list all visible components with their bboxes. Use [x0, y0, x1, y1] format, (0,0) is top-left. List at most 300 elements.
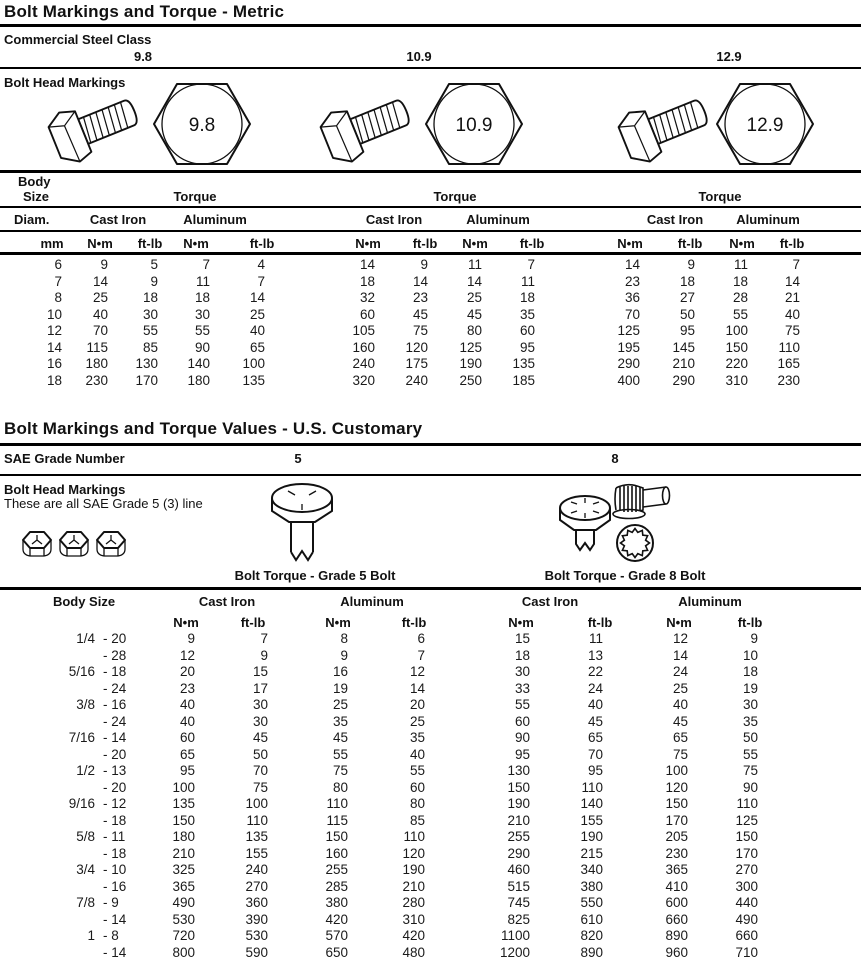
bolt-head-markings-label: Bolt Head Markings: [4, 482, 126, 497]
diameter-cell: 10: [46, 306, 62, 322]
torque-value-cell: 340: [580, 862, 603, 877]
steel-class-value: 12.9: [716, 49, 742, 64]
torque-value-cell: 230: [665, 845, 688, 861]
torque-value-cell: 45: [332, 730, 348, 745]
torque-value-cell: 230: [85, 372, 108, 388]
torque-value-cell: 600: [665, 895, 688, 910]
torque-value-cell: 20: [409, 697, 425, 712]
thread-count-cell: - 12: [103, 796, 127, 811]
torque-value-cell: 310: [402, 911, 425, 927]
torque-value-cell: 19: [332, 680, 348, 696]
torque-value-cell: 270: [735, 862, 758, 877]
torque-value-cell: 155: [580, 812, 603, 828]
diameter-cell: 18: [46, 372, 62, 388]
torque-value-cell: 50: [742, 730, 758, 745]
torque-value-cell: 280: [402, 895, 425, 910]
torque-value-cell: 1200: [499, 944, 530, 960]
torque-value-cell: 14: [466, 273, 482, 289]
bolt-torque-group-title: Bolt Torque - Grade 5 Bolt: [234, 568, 396, 583]
hex-bolt-iso-illustration: [314, 90, 414, 166]
metric-table-row: [0, 323, 800, 340]
torque-value-cell: 25: [409, 713, 425, 729]
torque-value-cell: 165: [777, 356, 800, 371]
torque-value-cell: 70: [92, 323, 108, 338]
torque-value-cell: 65: [672, 730, 688, 745]
ftlb-header: ft-lb: [401, 615, 427, 630]
torque-value-cell: 160: [352, 339, 375, 355]
torque-value-cell: 660: [665, 911, 688, 927]
torque-value-cell: 40: [672, 697, 688, 712]
torque-value-cell: 25: [466, 290, 482, 305]
torque-value-cell: 23: [624, 273, 640, 289]
torque-value-cell: 240: [405, 372, 428, 388]
nm-header: N•m: [355, 236, 381, 251]
diam-header: Diam.: [14, 212, 50, 227]
torque-value-cell: 570: [325, 928, 348, 943]
torque-value-cell: 890: [580, 944, 603, 960]
sae-grade-number-label: SAE Grade Number: [4, 451, 125, 466]
torque-value-cell: 9: [750, 631, 758, 646]
torque-value-cell: 135: [512, 356, 535, 371]
torque-value-cell: 710: [735, 944, 758, 960]
nm-header: N•m: [87, 236, 113, 251]
torque-value-cell: 410: [665, 878, 688, 894]
us-table-row: [0, 796, 758, 813]
torque-value-cell: 125: [459, 339, 482, 355]
torque-value-cell: 550: [580, 895, 603, 910]
torque-value-cell: 745: [507, 895, 530, 910]
torque-value-cell: 18: [519, 290, 535, 305]
us-table-row: [0, 747, 758, 764]
torque-value-cell: 590: [245, 944, 268, 960]
torque-value-cell: 15: [514, 631, 530, 646]
torque-value-cell: 7: [260, 631, 268, 646]
us-table-row: [0, 945, 758, 962]
torque-value-cell: 75: [412, 323, 428, 338]
torque-value-cell: 290: [617, 356, 640, 371]
metric-table-row: [0, 274, 800, 291]
ftlb-header: ft-lb: [737, 615, 763, 630]
torque-value-cell: 60: [519, 323, 535, 338]
torque-value-cell: 70: [624, 306, 640, 322]
torque-value-cell: 170: [735, 845, 758, 861]
torque-value-cell: 135: [245, 829, 268, 844]
torque-value-cell: 190: [402, 862, 425, 877]
body-size-fraction-cell: [0, 846, 95, 863]
us-table-row: [0, 664, 758, 681]
torque-value-cell: 215: [580, 845, 603, 861]
steel-class-value: 9.8: [133, 49, 153, 64]
torque-value-cell: 25: [672, 680, 688, 696]
divider: [0, 587, 861, 590]
nm-header: N•m: [183, 236, 209, 251]
aluminum-header: Aluminum: [736, 212, 800, 227]
torque-value-cell: 660: [735, 928, 758, 943]
torque-value-cell: 270: [245, 878, 268, 894]
torque-value-cell: 11: [467, 257, 482, 272]
torque-value-cell: 55: [142, 323, 158, 338]
torque-value-cell: 45: [466, 306, 482, 322]
torque-value-cell: 35: [742, 713, 758, 729]
torque-value-cell: 50: [252, 746, 268, 762]
torque-value-cell: 55: [194, 323, 210, 338]
thread-count-cell: - 16: [103, 878, 127, 894]
us-section-title: Bolt Markings and Torque Values - U.S. Customary: [4, 419, 423, 438]
torque-value-cell: 45: [252, 730, 268, 745]
torque-value-cell: 75: [784, 323, 800, 338]
diameter-cell: 8: [54, 290, 62, 305]
torque-value-cell: 180: [172, 829, 195, 844]
torque-value-cell: 210: [402, 878, 425, 894]
torque-value-cell: 15: [252, 664, 268, 679]
divider: [0, 24, 861, 27]
torque-value-cell: 150: [725, 339, 748, 355]
torque-value-cell: 55: [332, 746, 348, 762]
thread-count-cell: - 8: [103, 928, 119, 943]
torque-value-cell: 100: [725, 323, 748, 338]
torque-value-cell: 440: [735, 895, 758, 910]
aluminum-header: Aluminum: [340, 594, 404, 609]
torque-header: Torque: [173, 189, 217, 204]
torque-value-cell: 120: [405, 339, 428, 355]
body-size-fraction-cell: 7/16: [68, 730, 95, 745]
torque-value-cell: 18: [742, 664, 758, 679]
torque-value-cell: 40: [179, 697, 195, 712]
torque-value-cell: 65: [249, 339, 265, 355]
us-table-body: [0, 631, 758, 961]
torque-value-cell: 255: [507, 829, 530, 844]
torque-value-cell: 290: [672, 372, 695, 388]
body-size-fraction-cell: 5/8: [76, 829, 95, 844]
torque-value-cell: 195: [617, 339, 640, 355]
metric-table-row: [0, 356, 800, 373]
torque-value-cell: 36: [624, 290, 640, 305]
torque-value-cell: 60: [514, 713, 530, 729]
torque-value-cell: 14: [412, 273, 428, 289]
torque-value-cell: 65: [179, 746, 195, 762]
torque-header: Torque: [698, 189, 742, 204]
nm-header: N•m: [462, 236, 488, 251]
torque-value-cell: 100: [172, 779, 195, 795]
torque-value-cell: 55: [732, 306, 748, 322]
body-size-fraction-cell: 3/8: [76, 697, 95, 712]
torque-value-cell: 95: [514, 746, 530, 762]
torque-value-cell: 250: [459, 372, 482, 388]
us-table-row: [0, 813, 758, 830]
torque-value-cell: 55: [742, 746, 758, 762]
torque-value-cell: 40: [249, 323, 265, 338]
torque-value-cell: 135: [242, 372, 265, 388]
torque-value-cell: 110: [581, 779, 603, 795]
cast-iron-header: Cast Iron: [646, 212, 704, 227]
torque-value-cell: 55: [514, 697, 530, 712]
body-size-fraction-cell: 1/2: [76, 763, 95, 778]
torque-value-cell: 65: [587, 730, 603, 745]
torque-value-cell: 18: [194, 290, 210, 305]
thread-count-cell: - 14: [103, 730, 127, 745]
nm-header: N•m: [666, 615, 692, 630]
torque-value-cell: 7: [202, 257, 210, 272]
torque-value-cell: 14: [672, 647, 688, 663]
torque-value-cell: 24: [587, 680, 603, 696]
ftlb-header: ft-lb: [249, 236, 275, 251]
body-size-fraction-cell: [0, 912, 95, 929]
torque-value-cell: 27: [679, 290, 695, 305]
torque-value-cell: 210: [172, 845, 195, 861]
us-table-row: [0, 862, 758, 879]
us-table-row: [0, 631, 758, 648]
bolt-head-class-value: 10.9: [455, 115, 493, 136]
divider: [0, 252, 861, 255]
torque-value-cell: 40: [92, 306, 108, 322]
torque-value-cell: 290: [507, 845, 530, 861]
torque-value-cell: 110: [246, 812, 268, 828]
body-size-fraction-cell: 7/8: [76, 895, 95, 910]
torque-value-cell: 8: [340, 631, 348, 646]
torque-value-cell: 170: [135, 372, 158, 388]
bolt-torque-group-title: Bolt Torque - Grade 8 Bolt: [544, 568, 706, 583]
torque-value-cell: 380: [325, 895, 348, 910]
thread-count-cell: - 24: [103, 713, 127, 729]
torque-value-cell: 25: [332, 697, 348, 712]
torque-value-cell: 30: [514, 664, 530, 679]
aluminum-header: Aluminum: [678, 594, 742, 609]
torque-value-cell: 55: [409, 763, 425, 778]
thread-count-cell: - 18: [103, 812, 127, 828]
torque-value-cell: 28: [732, 290, 748, 305]
torque-value-cell: 515: [507, 878, 530, 894]
torque-value-cell: 18: [142, 290, 158, 305]
torque-value-cell: 4: [257, 257, 265, 272]
torque-value-cell: 9: [100, 257, 108, 272]
torque-value-cell: 45: [412, 306, 428, 322]
thread-count-cell: - 9: [103, 895, 119, 910]
us-table-row: [0, 879, 758, 896]
torque-value-cell: 60: [359, 306, 375, 322]
torque-value-cell: 255: [325, 862, 348, 877]
diameter-cell: 12: [46, 323, 62, 338]
commercial-steel-class-label: Commercial Steel Class: [4, 32, 152, 47]
bolt-head-class-value: 9.8: [188, 115, 216, 136]
us-table-row: [0, 714, 758, 731]
torque-value-cell: 50: [679, 306, 695, 322]
body-size-fraction-cell: [0, 714, 95, 731]
torque-header: Torque: [433, 189, 477, 204]
torque-value-cell: 205: [665, 829, 688, 844]
torque-value-cell: 60: [179, 730, 195, 745]
torque-value-cell: 11: [195, 273, 210, 289]
thread-count-cell: - 20: [103, 631, 127, 646]
torque-value-cell: 18: [679, 273, 695, 289]
torque-value-cell: 10: [742, 647, 758, 663]
torque-value-cell: 145: [672, 339, 695, 355]
torque-value-cell: 420: [402, 928, 425, 943]
body-size-fraction-cell: [0, 648, 95, 665]
torque-value-cell: 380: [580, 878, 603, 894]
us-table-row: [0, 697, 758, 714]
torque-value-cell: 150: [507, 779, 530, 795]
us-table-row: [0, 895, 758, 912]
thread-count-cell: - 18: [103, 664, 127, 679]
torque-value-cell: 125: [617, 323, 640, 338]
torque-value-cell: 6: [417, 631, 425, 646]
torque-value-cell: 9: [687, 257, 695, 272]
torque-value-cell: 825: [507, 911, 530, 927]
diameter-cell: 7: [54, 273, 62, 289]
torque-value-cell: 14: [784, 273, 800, 289]
body-size-header-line2: Size: [23, 189, 50, 204]
torque-value-cell: 90: [194, 339, 210, 355]
torque-value-cell: 7: [527, 257, 535, 272]
ftlb-header: ft-lb: [137, 236, 163, 251]
divider: [0, 443, 861, 446]
bolt-head-class-12-9-illustration: [714, 80, 816, 168]
sae-grade-value: 5: [294, 451, 302, 466]
torque-value-cell: 9: [420, 257, 428, 272]
mm-header: mm: [40, 236, 64, 251]
steel-class-value: 10.9: [406, 49, 432, 64]
torque-value-cell: 120: [402, 845, 425, 861]
torque-value-cell: 190: [459, 356, 482, 371]
aluminum-header: Aluminum: [183, 212, 247, 227]
torque-value-cell: 11: [520, 273, 535, 289]
torque-value-cell: 75: [332, 763, 348, 778]
torque-value-cell: 95: [587, 763, 603, 778]
body-size-fraction-cell: 1: [87, 928, 95, 943]
torque-value-cell: 365: [665, 862, 688, 877]
torque-value-cell: 160: [325, 845, 348, 861]
torque-value-cell: 85: [409, 812, 425, 828]
aluminum-header: Aluminum: [466, 212, 530, 227]
torque-value-cell: 125: [735, 812, 758, 828]
torque-value-cell: 80: [332, 779, 348, 795]
us-table-row: [0, 780, 758, 797]
body-size-fraction-cell: 9/16: [68, 796, 95, 811]
torque-value-cell: 800: [172, 944, 195, 960]
torque-value-cell: 25: [249, 306, 265, 322]
body-size-fraction-cell: [0, 747, 95, 764]
body-size-header-line1: Body: [18, 174, 51, 189]
torque-value-cell: 85: [142, 339, 158, 355]
torque-value-cell: 240: [352, 356, 375, 371]
cast-iron-header: Cast Iron: [89, 212, 147, 227]
torque-value-cell: 140: [580, 796, 603, 811]
torque-value-cell: 70: [252, 763, 268, 778]
torque-value-cell: 170: [665, 812, 688, 828]
torque-value-cell: 360: [245, 895, 268, 910]
torque-value-cell: 9: [187, 631, 195, 646]
torque-value-cell: 480: [402, 944, 425, 960]
body-size-fraction-cell: [0, 879, 95, 896]
divider: [0, 230, 861, 232]
torque-value-cell: 155: [245, 845, 268, 861]
torque-value-cell: 530: [172, 911, 195, 927]
torque-value-cell: 75: [672, 746, 688, 762]
torque-value-cell: 18: [359, 273, 375, 289]
torque-value-cell: 9: [260, 647, 268, 663]
torque-value-cell: 9: [340, 647, 348, 663]
us-table-row: [0, 763, 758, 780]
torque-value-cell: 14: [409, 680, 425, 696]
torque-value-cell: 110: [403, 829, 425, 844]
hex-bolt-iso-illustration: [42, 90, 142, 166]
torque-value-cell: 13: [587, 647, 603, 663]
torque-value-cell: 40: [587, 697, 603, 712]
divider: [0, 67, 861, 69]
metric-table-row: [0, 340, 800, 357]
torque-value-cell: 105: [352, 323, 375, 338]
torque-value-cell: 320: [352, 372, 375, 388]
metric-table-body: [0, 257, 800, 389]
torque-value-cell: 7: [792, 257, 800, 272]
us-table-row: [0, 648, 758, 665]
grade8-bolt-illustration: [552, 478, 672, 576]
torque-value-cell: 11: [733, 257, 748, 272]
torque-value-cell: 140: [187, 356, 210, 371]
cast-iron-header: Cast Iron: [198, 594, 256, 609]
torque-value-cell: 5: [150, 257, 158, 272]
torque-value-cell: 95: [179, 763, 195, 778]
body-size-fraction-cell: 5/16: [68, 664, 95, 679]
torque-value-cell: 285: [325, 878, 348, 894]
torque-value-cell: 80: [466, 323, 482, 338]
torque-value-cell: 30: [252, 697, 268, 712]
us-table-row: [0, 730, 758, 747]
torque-value-cell: 11: [588, 631, 603, 646]
metric-table-row: [0, 290, 800, 307]
torque-value-cell: 300: [735, 878, 758, 894]
torque-value-cell: 14: [92, 273, 108, 289]
bolt-head-class-value: 12.9: [746, 115, 784, 136]
nm-header: N•m: [508, 615, 534, 630]
torque-value-cell: 720: [172, 928, 195, 943]
torque-value-cell: 190: [580, 829, 603, 844]
torque-value-cell: 35: [332, 713, 348, 729]
torque-value-cell: 30: [252, 713, 268, 729]
grade5-bolt-illustration: [262, 480, 342, 565]
thread-count-cell: - 24: [103, 680, 127, 696]
thread-count-cell: - 16: [103, 697, 127, 712]
twelve-point-socket-shape: [621, 529, 650, 558]
body-size-fraction-cell: [0, 681, 95, 698]
torque-value-cell: 110: [778, 339, 800, 355]
torque-value-cell: 490: [172, 895, 195, 910]
torque-value-cell: 115: [86, 339, 108, 355]
hex-bolt-iso-illustration: [612, 90, 712, 166]
torque-value-cell: 460: [507, 862, 530, 877]
torque-value-cell: 12: [672, 631, 688, 646]
torque-value-cell: 390: [245, 911, 268, 927]
torque-value-cell: 110: [326, 796, 348, 811]
torque-value-cell: 20: [179, 664, 195, 679]
torque-value-cell: 40: [409, 746, 425, 762]
grade5-hex-heads-illustration: [20, 520, 128, 570]
torque-value-cell: 22: [587, 664, 603, 679]
metric-table-row: [0, 307, 800, 324]
torque-value-cell: 30: [194, 306, 210, 322]
torque-value-cell: 23: [412, 290, 428, 305]
torque-value-cell: 150: [172, 812, 195, 828]
torque-value-cell: 820: [580, 928, 603, 943]
thread-count-cell: - 18: [103, 845, 127, 861]
torque-value-cell: 80: [409, 796, 425, 811]
torque-value-cell: 100: [245, 796, 268, 811]
torque-value-cell: 24: [672, 664, 688, 679]
bolt-head-markings-label: Bolt Head Markings: [4, 75, 126, 90]
torque-value-cell: 35: [519, 306, 535, 322]
metric-section-title: Bolt Markings and Torque - Metric: [4, 2, 285, 21]
torque-value-cell: 400: [617, 372, 640, 388]
